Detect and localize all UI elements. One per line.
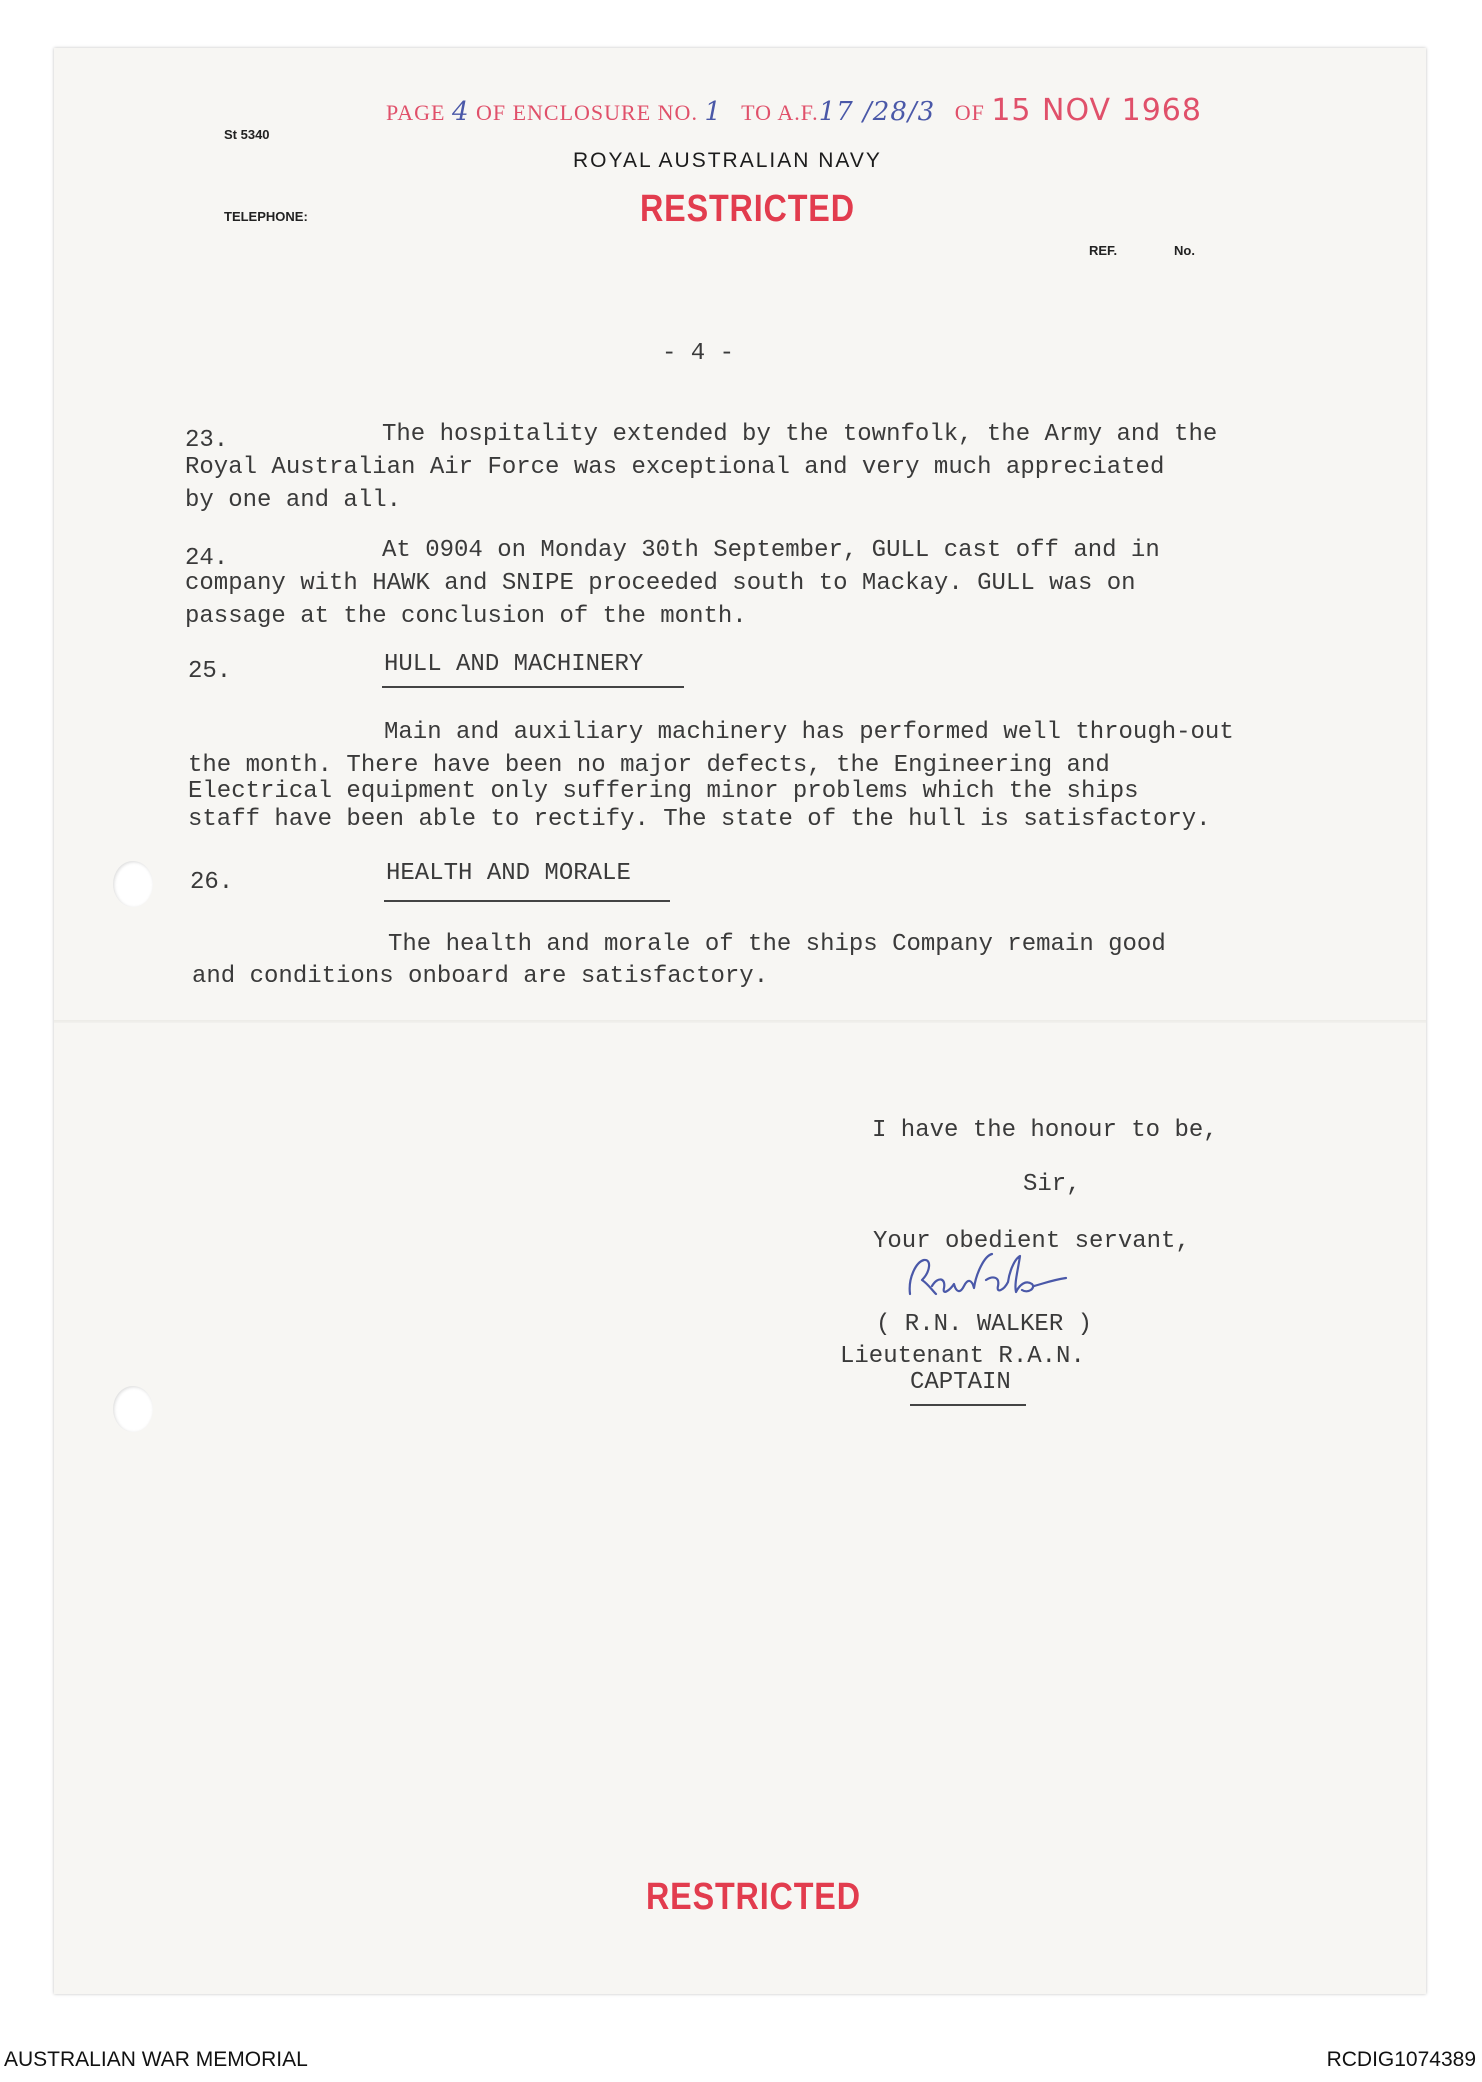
para-23-line-2: Royal Australian Air Force was exceptional and very much appreciated: [185, 454, 1165, 481]
af-number-handwritten: 17 /28/3: [818, 97, 936, 127]
classification-stamp-bottom: RESTRICTED: [646, 1876, 861, 1918]
signatory-rank: Lieutenant R.A.N.: [840, 1343, 1085, 1370]
para-24-number: 24.: [185, 545, 229, 572]
of-label: OF: [954, 100, 985, 125]
signatory-name: ( R.N. WALKER ): [876, 1311, 1093, 1338]
telephone-label: TELEPHONE:: [224, 209, 308, 224]
paper-fold: [54, 1020, 1426, 1023]
closing-salutation: Sir,: [1023, 1171, 1081, 1198]
org-name: ROYAL AUSTRALIAN NAVY: [573, 149, 882, 172]
signature: [902, 1250, 1072, 1308]
para-25-line-1: Main and auxiliary machinery has performed well through-out: [384, 719, 1234, 746]
para-26-line-2: and conditions onboard are satisfactory.: [192, 963, 769, 990]
archive-footer-right: RCDIG1074389: [1326, 2048, 1476, 2071]
classification-stamp-top: RESTRICTED: [640, 188, 855, 230]
signatory-title: CAPTAIN: [910, 1369, 1011, 1396]
form-code: St 5340: [224, 127, 270, 142]
closing-honour: I have the honour to be,: [872, 1117, 1218, 1144]
para-26-number: 26.: [190, 869, 234, 896]
para-25-line-4: staff have been able to rectify. The state of the hull is satisfactory.: [188, 806, 1211, 833]
para-26-line-1: The health and morale of the ships Company remain good: [388, 931, 1166, 958]
para-26-heading: HEALTH AND MORALE: [386, 860, 631, 887]
enclosure-number-handwritten: 1: [704, 97, 722, 127]
signature-scribble: [902, 1250, 1072, 1308]
para-25-line-2: the month. There have been no major defects, the Engineering and: [188, 752, 1110, 779]
para-23-number: 23.: [185, 427, 229, 454]
para-25-line-3: Electrical equipment only suffering minor problems which the ships: [188, 778, 1139, 805]
para-23-line-1: The hospitality extended by the townfolk, the Army and the: [382, 421, 1218, 448]
enclosure-prefix: PAGE: [386, 100, 446, 125]
archive-footer-left: AUSTRALIAN WAR MEMORIAL: [4, 2048, 308, 2071]
para-26-heading-underline: [384, 900, 670, 902]
para-25-heading: HULL AND MACHINERY: [384, 651, 644, 678]
ref-label: REF.: [1089, 243, 1118, 258]
enclosure-to: TO A.F.: [741, 100, 819, 125]
para-24-line-1: At 0904 on Monday 30th September, GULL cast off and in: [382, 537, 1160, 564]
enclosure-page-handwritten: 4: [451, 97, 470, 127]
para-25-heading-underline: [382, 686, 684, 688]
para-23-line-3: by one and all.: [185, 487, 402, 514]
enclosure-stamp: [386, 93, 1202, 128]
page-number: - 4 -: [662, 340, 735, 367]
closing-servant: Your obedient servant,: [873, 1228, 1190, 1255]
punch-hole-top: [113, 861, 153, 907]
para-25-number: 25.: [188, 658, 232, 685]
signatory-title-underline: [910, 1404, 1026, 1406]
enclosure-mid: OF ENCLOSURE NO.: [475, 100, 698, 125]
para-24-line-2: company with HAWK and SNIPE proceeded south to Mackay. GULL was on: [185, 570, 1136, 597]
no-label: No.: [1174, 243, 1195, 258]
para-24-line-3: passage at the conclusion of the month.: [185, 603, 747, 630]
punch-hole-bottom: [113, 1386, 153, 1432]
date-stamp: 15 NOV 1968: [991, 93, 1202, 128]
